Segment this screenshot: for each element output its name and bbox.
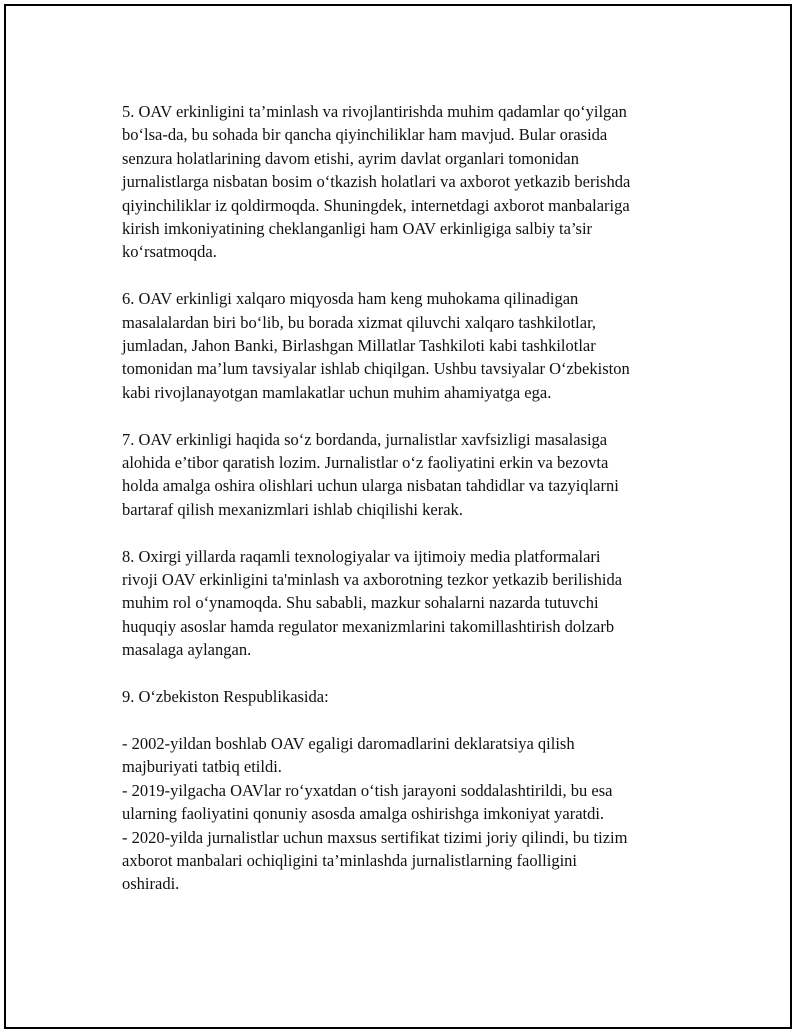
text-line: kirish imkoniyatining cheklanganligi ham OAV erkinligiga salbiy ta’sir [122, 219, 593, 239]
text-line: senzura holatlarining davom etishi, ayrim davlat organlari tomonidan [122, 148, 579, 168]
text-line: jumladan, Jahon Banki, Birlashgan Millatlar Tashkiloti kabi tashkilotlar [122, 336, 596, 356]
paragraph-6 [122, 287, 702, 404]
text-line: tomonidan ma’lum tavsiyalar ishlab chiqilgan. Ushbu tavsiyalar O‘zbekiston [122, 359, 630, 379]
list-item: - 2019-yilgacha OAVlar ro‘yxatdan o‘tish jarayoni soddalashtirildi, bu esa [122, 780, 613, 800]
bullet-list [122, 732, 702, 896]
paragraph-5 [122, 100, 702, 264]
paragraph-7 [122, 428, 702, 522]
text-line: 7. OAV erkinligi haqida so‘z bordanda, jurnalistlar xavfsizligi masalasiga [122, 429, 608, 449]
text-line: kabi rivojlanayotgan mamlakatlar uchun muhim ahamiyatga ega. [122, 382, 552, 402]
text-line: ko‘rsatmoqda. [122, 242, 217, 262]
paragraph-9 [122, 685, 702, 708]
paragraph-8 [122, 545, 702, 662]
text-line: 6. OAV erkinligi xalqaro miqyosda ham keng muhokama qilinadigan [122, 289, 579, 309]
text-line: rivoji OAV erkinligini ta'minlash va axborotning tezkor yetkazib berilishida [122, 570, 623, 590]
text-line: huquqiy asoslar hamda regulator mexanizmlarini takomillashtirish dolzarb [122, 616, 615, 636]
text-line: 8. Oxirgi yillarda raqamli texnologiyalar va ijtimoiy media platformalari [122, 546, 601, 566]
text-line: bo‘lsa-da, bu sohada bir qancha qiyinchiliklar ham mavjud. Bular orasida [122, 125, 608, 145]
text-line: masalalardan biri bo‘lib, bu borada xizmat qiluvchi xalqaro tashkilotlar, [122, 312, 597, 332]
list-item: - 2002-yildan boshlab OAV egaligi daromadlarini deklaratsiya qilish [122, 733, 575, 753]
text-line: holda amalga oshira olishlari uchun ularga nisbatan tahdidlar va tazyiqlarni [122, 476, 619, 496]
list-item: ularning faoliyatini qonuniy asosda amalga oshirishga imkoniyat yaratdi. [122, 804, 605, 824]
text-line: alohida e’tibor qaratish lozim. Jurnalistlar o‘z faoliyatini erkin va bezovta [122, 453, 609, 473]
text-line: masalaga aylangan. [122, 640, 252, 660]
text-line: qiyinchiliklar iz qoldirmoqda. Shuningdek, internetdagi axborot manbalariga [122, 195, 630, 215]
text-line: bartaraf qilish mexanizmlari ishlab chiqilishi kerak. [122, 499, 463, 519]
text-line: 5. OAV erkinligini ta’minlash va rivojlantirishda muhim qadamlar qo‘yilgan [122, 102, 627, 121]
text-line: jurnalistlarga nisbatan bosim o‘tkazish holatlari va axborot yetkazib berishda [122, 172, 631, 192]
list-item: axborot manbalari ochiqligini ta’minlashda jurnalistlarning faolligini [122, 850, 578, 870]
text-line: 9. O‘zbekiston Respublikasida: [122, 687, 329, 707]
list-item: - 2020-yilda jurnalistlar uchun maxsus sertifikat tizimi joriy qilindi, bu tizim [122, 827, 628, 847]
page-frame [4, 4, 792, 1029]
list-item: majburiyati tatbiq etildi. [122, 757, 282, 777]
text-line: muhim rol o‘ynamoqda. Shu sababli, mazkur sohalarni nazarda tutuvchi [122, 593, 599, 613]
list-item: oshiradi. [122, 874, 180, 894]
document-body [122, 100, 702, 919]
